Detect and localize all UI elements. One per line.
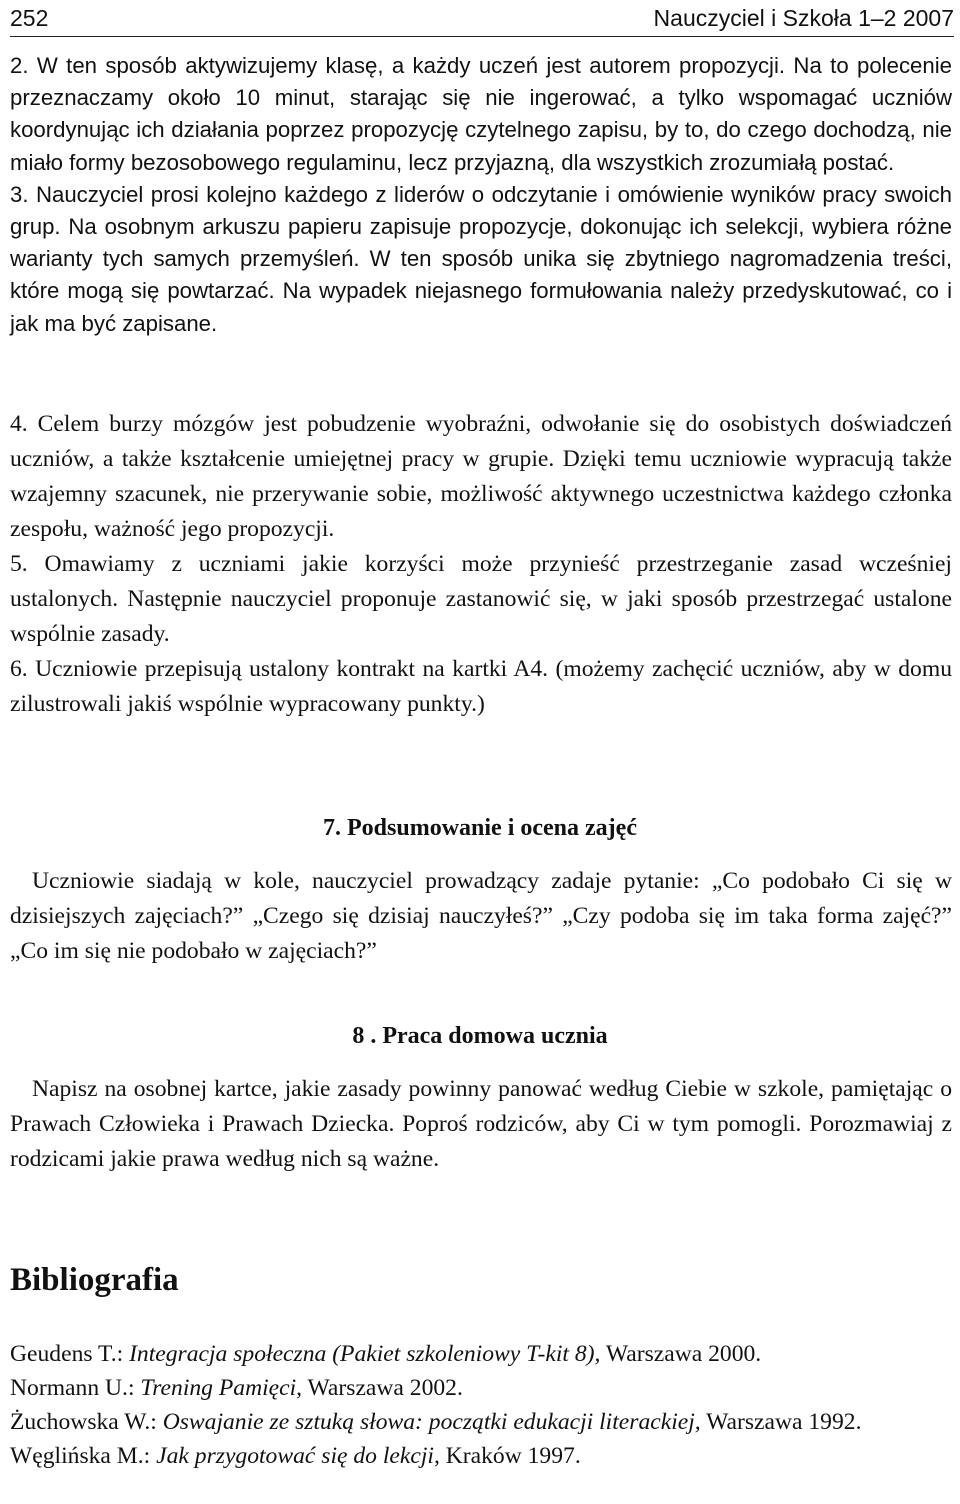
ref-place: Warszawa 1992. — [700, 1409, 862, 1435]
step-6-paragraph: 6. Uczniowie przepisują ustalony kontrakt na kartki A4. (możemy zachęcić uczniów, aby w domu zilustrowali jakiś wspólnie wypracowany punkty.) — [10, 656, 952, 717]
ref-title: Oswajanie ze sztuką słowa: początki edukacji literackiej, — [162, 1409, 701, 1435]
section-8-heading: 8 . Praca domowa ucznia — [352, 1023, 608, 1049]
page-number: 252 — [10, 5, 49, 31]
bibliography-entry — [10, 1439, 952, 1473]
section-7-heading: 7. Podsumowanie i ocena zajęć — [323, 815, 637, 841]
ref-title: Integracja społeczna (Pakiet szkoleniowy T-kit 8), — [129, 1341, 601, 1367]
ref-place: Warszawa 2000. — [600, 1341, 762, 1367]
ref-place: Kraków 1997. — [439, 1443, 581, 1469]
bibliography-list — [10, 1337, 952, 1473]
ref-author: Normann U.: — [10, 1375, 135, 1401]
bibliography-entry — [10, 1337, 952, 1371]
step-5-paragraph: 5. Omawiamy z uczniami jakie korzyści może przynieść przestrzeganie zasad wcześniej ustalonych. Następnie nauczyciel proponuje zastanowić się, w jaki sposób przestrzegać ustalone wspólnie zasady. — [10, 551, 952, 647]
bibliography-entry — [10, 1371, 952, 1405]
journal-title: Nauczyciel i Szkoła 1–2 2007 — [653, 5, 954, 31]
numbered-steps-sans — [10, 50, 952, 340]
ref-author: Węglińska M.: — [10, 1443, 151, 1469]
bibliography-heading: Bibliografia — [10, 1262, 179, 1298]
summary-paragraph: Uczniowie siadają w kole, nauczyciel prowadzący zadaje pytanie: „Co podobało Ci się w dzisiejszych zajęciach?” „Czego się dzisiaj nauczyłeś?” „Czy podoba się im taka forma zajęć?” „Co im się nie podobało w zajęciach?” — [10, 868, 952, 964]
section-8-body — [10, 1072, 952, 1177]
homework-paragraph: Napisz na osobnej kartce, jakie zasady powinny panować według Ciebie w szkole, pamiętając o Prawach Człowieka i Prawach Dziecka. Poproś rodziców, aby Ci w tym pomogli. Porozmawiaj z rodzicami jakie prawa według nich są ważne. — [10, 1076, 952, 1172]
ref-author: Geudens T.: — [10, 1341, 124, 1367]
ref-title: Trening Pamięci, — [140, 1375, 303, 1401]
step-3-paragraph: 3. Nauczyciel prosi kolejno każdego z liderów o odczytanie i omówienie wyników pracy swoich grup. Na osobnym arkuszu papieru zapisuje propozycje, dokonując ich selekcji, wybiera różne warianty tych samych przemyśleń. W ten sposób unika się zbytniego nagromadzenia treści, które mogą się powtarzać. Na wypadek niejasnego formułowania należy przedyskutować, co i jak ma być zapisane. — [10, 181, 952, 336]
ref-place: Warszawa 2002. — [302, 1375, 463, 1401]
step-4-paragraph: 4. Celem burzy mózgów jest pobudzenie wyobraźni, odwołanie się do osobistych doświadczeń uczniów, a także kształcenie umiejętnej pracy w grupie. Dzięki temu uczniowie wypracują także wzajemny szacunek, nie przerywanie sobie, możliwość aktywnego uczestnictwa każdego członka zespołu, ważność jego propozycji. — [10, 411, 952, 542]
running-header — [10, 0, 954, 37]
section-7-body — [10, 864, 952, 969]
numbered-steps-serif — [10, 407, 952, 722]
ref-title: Jak przygotować się do lekcji, — [156, 1443, 440, 1469]
bibliography-entry — [10, 1405, 952, 1439]
ref-author: Żuchowska W.: — [10, 1409, 157, 1435]
step-2-paragraph: 2. W ten sposób aktywizujemy klasę, a każdy uczeń jest autorem propozycji. Na to polecenie przeznaczamy około 10 minut, starając się nie ingerować, a tylko wspomagać uczniów koordynując ich działania poprzez propozycję czytelnego zapisu, by to, do czego dochodzą, nie miało formy bezosobowego regulaminu, lecz przyjazną, dla wszystkich zrozumiałą postać. — [10, 53, 952, 175]
